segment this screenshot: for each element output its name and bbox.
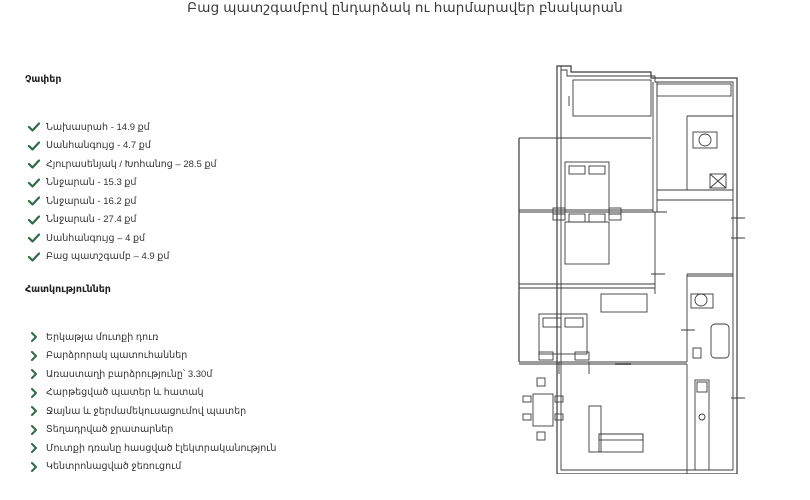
size-label: Ննջարան - 15.3 քմ xyxy=(46,177,137,189)
size-label: Ննջարան - 16.2 քմ xyxy=(46,195,137,207)
size-label: Հյուրասենյակ / Խոհանոց – 28.5 քմ xyxy=(46,158,217,170)
list-item xyxy=(27,118,217,137)
list-item xyxy=(27,229,217,248)
check-icon xyxy=(27,233,40,244)
page-title: Բաց պատշգամբով ընդարձակ ու հարմարավեր բնակարան xyxy=(187,0,623,15)
chevron-right-icon xyxy=(27,350,40,361)
chevron-right-icon xyxy=(27,443,40,454)
list-item xyxy=(27,248,217,267)
chevron-right-icon xyxy=(27,406,40,417)
features-heading: Հատկություններ xyxy=(25,284,111,295)
feature-label: Հարթեցված պատեր և հատակ xyxy=(46,387,204,399)
feature-label: Ջայնա և ջերմամեկուսացումով պատեր xyxy=(46,405,247,417)
chevron-right-icon xyxy=(27,461,40,472)
sizes-heading: Չափեր xyxy=(25,74,62,85)
feature-label: Կենտրոնացված ջեռուցում xyxy=(46,461,182,473)
check-icon xyxy=(27,122,40,133)
features-list xyxy=(27,328,276,476)
chevron-right-icon xyxy=(27,332,40,343)
list-item xyxy=(27,155,217,174)
chevron-right-icon xyxy=(27,424,40,435)
list-item xyxy=(27,439,276,458)
size-label: Սանհանգույց – 4 քմ xyxy=(46,232,146,244)
list-item xyxy=(27,174,217,193)
list-item xyxy=(27,192,217,211)
check-icon xyxy=(27,251,40,262)
check-icon xyxy=(27,214,40,225)
size-label: Նախասրահ - 14.9 քմ xyxy=(46,121,150,133)
check-icon xyxy=(27,159,40,170)
list-item xyxy=(27,384,276,403)
sizes-list xyxy=(27,118,217,266)
check-icon xyxy=(27,140,40,151)
floor-plan xyxy=(505,62,745,474)
size-label: Բաց պատշգամբ – 4.9 քմ xyxy=(46,251,170,263)
list-item xyxy=(27,328,276,347)
list-item xyxy=(27,365,276,384)
chevron-right-icon xyxy=(27,387,40,398)
size-label: Սանհանգույց - 4.7 քմ xyxy=(46,140,151,152)
feature-label: Մուտքի դռանը հասցված էլեկտրականություն xyxy=(46,442,277,454)
list-item xyxy=(27,211,217,230)
check-icon xyxy=(27,196,40,207)
list-item xyxy=(27,347,276,366)
list-item xyxy=(27,402,276,421)
list-item xyxy=(27,458,276,477)
feature-label: Առաստաղի բարձրությունը՝ 3.30մ xyxy=(46,368,213,380)
size-label: Ննջարան - 27.4 քմ xyxy=(46,214,137,226)
feature-label: Երկաթյա մուտքի դուռ xyxy=(46,331,159,343)
list-item xyxy=(27,137,217,156)
floor-plan-drawing xyxy=(505,62,745,474)
check-icon xyxy=(27,177,40,188)
feature-label: Տեղադրված ջրատարներ xyxy=(46,424,174,436)
list-item xyxy=(27,421,276,440)
feature-label: Բարձրորակ պատուհաններ xyxy=(46,350,188,362)
chevron-right-icon xyxy=(27,369,40,380)
